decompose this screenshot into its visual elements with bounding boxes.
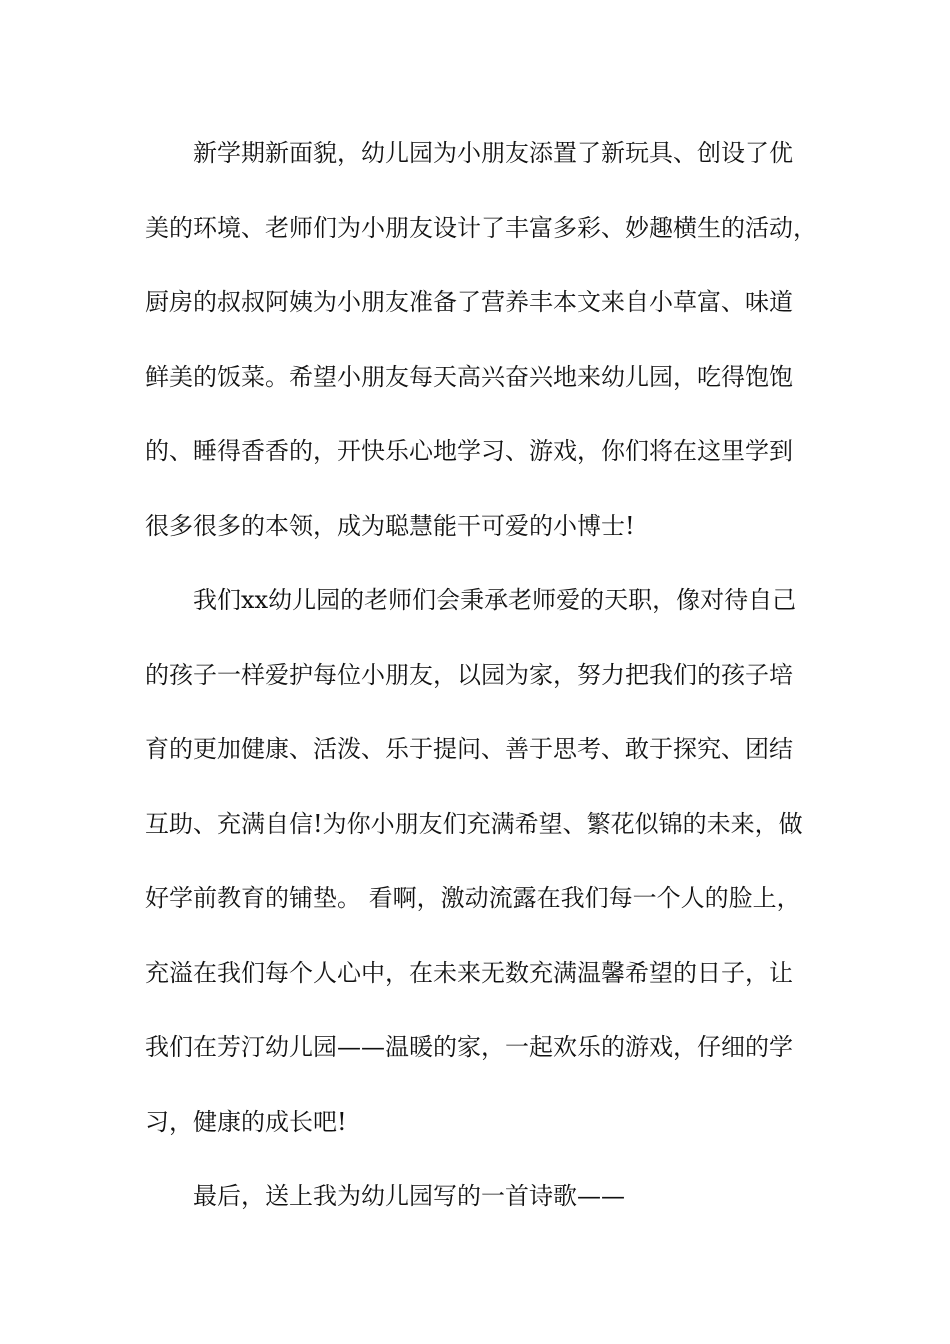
- paragraph-2-line-6: 充溢在我们每个人心中，在未来无数充满温馨希望的日子，让: [145, 958, 793, 987]
- paragraph-1-line-4: 鲜美的饭菜。希望小朋友每天高兴奋兴地来幼儿园，吃得饱饱: [145, 362, 793, 391]
- paragraph-2-line-2: 的孩子一样爱护每位小朋友，以园为家，努力把我们的孩子培: [145, 660, 793, 689]
- paragraph-3-line-1: 最后，送上我为幼儿园写的一首诗歌——: [193, 1182, 625, 1210]
- paragraph-2-line-1: 我们xx幼儿园的老师们会秉承老师爱的天职，像对待自己: [193, 586, 797, 614]
- paragraph-1-line-5: 的、睡得香香的，开快乐心地学习、游戏，你们将在这里学到: [145, 437, 793, 465]
- paragraph-2-line-7: 我们在芳汀幼儿园——温暖的家，一起欢乐的游戏，仔细的学: [145, 1033, 793, 1061]
- paragraph-2-line-4: 互助、充满自信!为你小朋友们充满希望、繁花似锦的未来，做: [145, 809, 803, 838]
- paragraph-2-line-5: 好学前教育的铺垫。 看啊，激动流露在我们每一个人的脸上，: [145, 884, 801, 912]
- paragraph-2-line-3: 育的更加健康、活泼、乐于提问、善于思考、敢于探究、团结: [145, 735, 793, 763]
- paragraph-2-line-8: 习，健康的成长吧!: [145, 1107, 347, 1136]
- paragraph-1-line-3: 厨房的叔叔阿姨为小朋友准备了营养丰本文来自小草富、味道: [145, 288, 793, 316]
- paragraph-1-line-2: 美的环境、老师们为小朋友设计了丰富多彩、妙趣横生的活动，: [145, 213, 817, 242]
- paragraph-1-line-6: 很多很多的本领，成为聪慧能干可爱的小博士!: [145, 511, 635, 540]
- document-body: [145, 131, 825, 1249]
- paragraph-1-line-1: 新学期新面貌，幼儿园为小朋友添置了新玩具、创设了优: [193, 139, 793, 167]
